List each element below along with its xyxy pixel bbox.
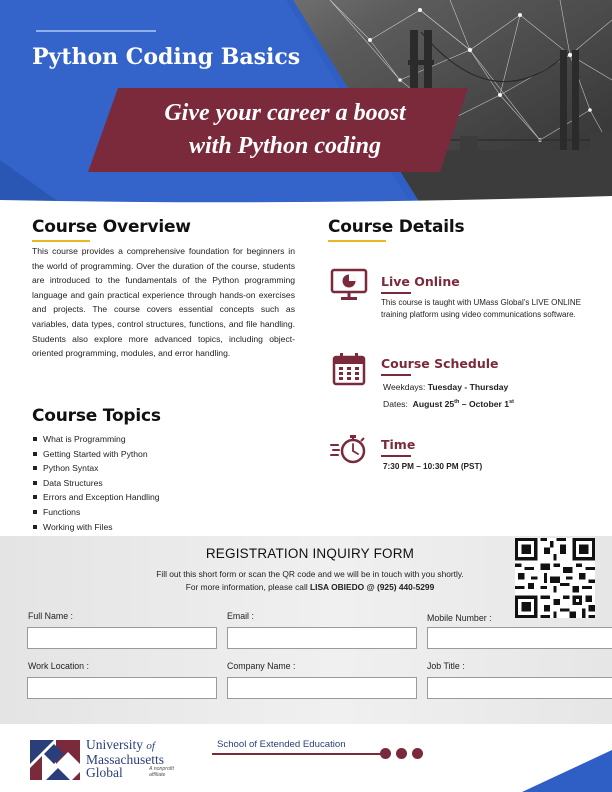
topic-label: Errors and Exception Handling [43,492,160,503]
tagline [100,97,470,163]
topic-label: Python Syntax [43,463,99,474]
overview-heading: Course Overview [32,217,191,237]
bullet-icon [33,466,37,470]
bullet-icon [33,510,37,514]
footer-dot [380,748,391,759]
qr-code[interactable] [515,538,595,618]
details-heading: Course Details [328,217,465,237]
job-title-input[interactable] [427,677,612,699]
of-word: of [146,740,155,752]
university-name-line-2: Massachusetts [86,752,164,767]
list-item [32,461,302,476]
affiliate-line-1: A nonprofit [149,766,174,772]
list-item [32,490,302,505]
list-item [32,432,302,447]
dates-label: Dates: [383,398,408,409]
live-online-text: This course is taught with UMass Global’s LIVE ONLINE training platform using video communications software. [381,298,581,319]
days-value: Tuesday - Thursday [427,382,509,392]
bullet-icon [33,437,37,441]
company-name-input[interactable] [227,677,417,699]
schedule-title: Course Schedule [381,356,499,371]
topics-list [32,432,302,534]
end-date-suffix: st [509,399,514,405]
bullet-icon [33,481,37,485]
stopwatch-icon [330,433,368,465]
school-name: School of Extended Education [217,739,346,750]
title-accent-rule [36,30,156,32]
email-input[interactable] [227,627,417,649]
start-date: August 25 [412,398,455,409]
time-title: Time [381,437,416,452]
form-title: REGISTRATION INQUIRY FORM [205,546,415,561]
bullet-icon [33,495,37,499]
time-rule [381,455,411,457]
corner-accent-shape [462,732,612,792]
contact-prefix: For more information, please call [185,582,311,592]
tagline-line-2: with Python coding [188,133,382,159]
topic-label: Working with Files [43,521,113,532]
email-label: Email : [227,611,254,621]
topic-label: What is Programming [43,434,126,444]
calendar-icon [332,352,366,386]
university-name-line-3: Global [86,765,123,780]
university-word: University [86,737,143,752]
company-name-label: Company Name : [227,661,296,671]
date-separator: – [459,398,469,409]
schedule-dates [383,395,593,412]
form-instructions-line-2 [100,581,520,594]
footer-dot [396,748,407,759]
topic-label: Data Structures [43,477,103,488]
presentation-screen-icon [330,268,368,302]
contact-phone: LISA OBIEDO @ (925) 440-5299 [310,582,435,592]
full-name-label: Full Name : [28,611,73,621]
affiliate-note [149,766,174,778]
schedule-text [383,380,593,412]
bullet-icon [33,525,37,529]
affiliate-line-2: affiliate [149,772,166,778]
days-label: Weekdays: [383,382,426,392]
header-banner [0,0,612,203]
overview-body: This course provides a comprehensive foundation for beginners in the world of programming. Over the duration of the course, students are introduced to the fundamentals of the Python programming language and gain practical experience through hands-on exercises and projects. The course covers essential concepts such as variables, data types, control structures, functions, and file handling. Students also explore more advanced topics, including object-oriented programming, modules, and error handling. [32,246,295,359]
details-heading-rule [328,240,386,242]
form-instructions-line-1: Fill out this short form or scan the QR code and we will be in touch with you shortly. [156,569,464,579]
bullet-icon [33,452,37,456]
start-date-suffix: th [454,399,460,405]
work-location-input[interactable] [27,677,217,699]
topic-label: Getting Started with Python [43,448,148,459]
live-online-rule [381,292,411,294]
mobile-number-label: Mobile Number : [427,613,492,623]
list-item [32,476,302,491]
overview-heading-rule [32,240,90,242]
tagline-line-1: Give your career a boost [164,100,406,126]
topics-heading: Course Topics [32,406,161,426]
list-item [32,505,302,520]
page-title: Python Coding Basics [32,44,301,70]
footer-rule [212,753,384,755]
footer-dot [412,748,423,759]
schedule-days [383,380,593,395]
registration-form [0,536,612,724]
time-value: 7:30 PM – 10:30 PM (PST) [383,462,483,471]
list-item [32,447,302,462]
job-title-label: Job Title : [427,661,465,671]
end-date: October 1 [468,398,510,409]
form-instructions [100,568,520,594]
topic-label: Functions [43,506,81,517]
umass-global-logo-icon [28,738,82,782]
mobile-number-input[interactable] [427,627,612,649]
full-name-input[interactable] [27,627,217,649]
schedule-rule [381,374,411,376]
list-item [32,520,302,535]
university-name-line-1 [86,738,164,753]
work-location-label: Work Location : [28,661,89,671]
live-online-title: Live Online [381,274,460,289]
